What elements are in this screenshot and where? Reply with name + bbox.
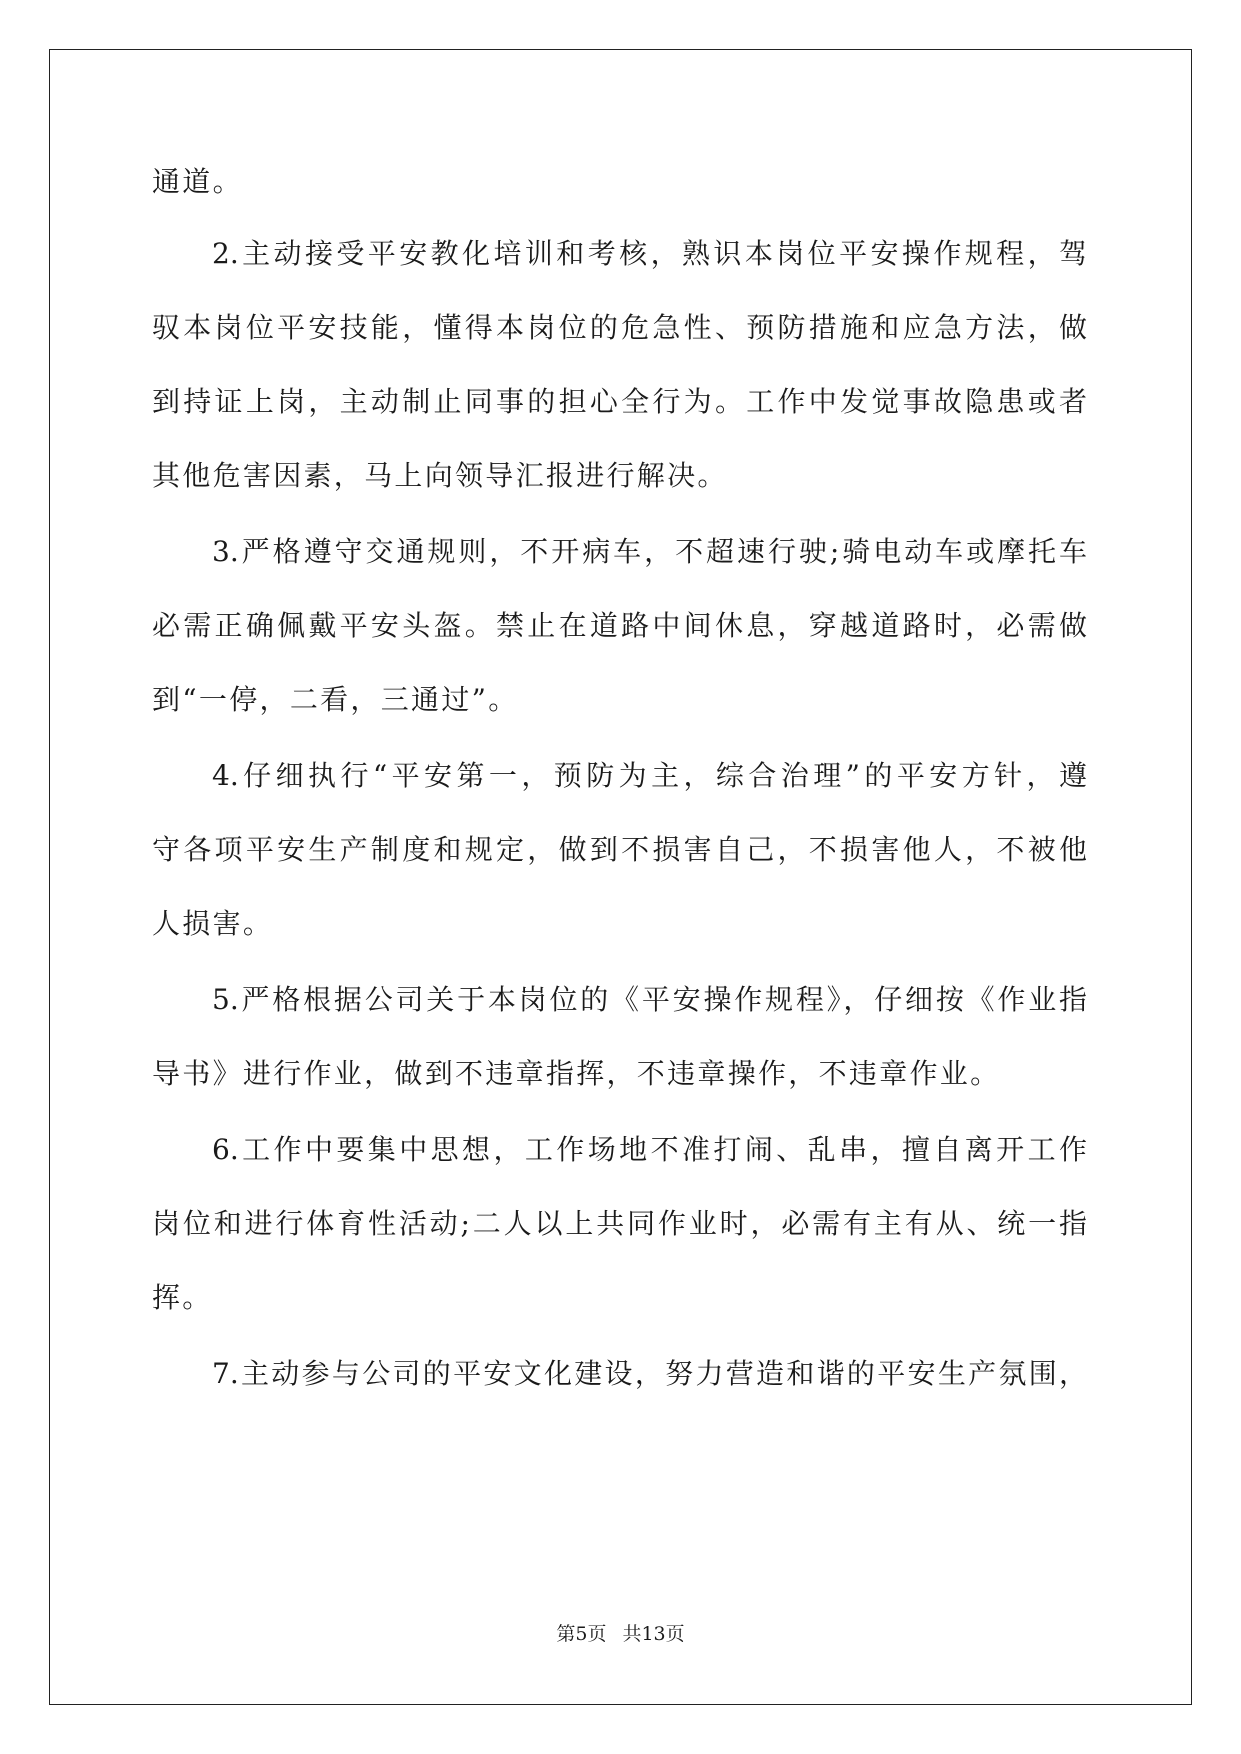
page-footer bbox=[0, 1622, 1241, 1646]
paragraph-6-line-1: 6.工作中要集中思想，工作场地不准打闹、乱串，擅自离开工作 bbox=[212, 1133, 1087, 1166]
paragraph-3-line-1: 3.严格遵守交通规则，不开病车，不超速行驶;骑电动车或摩托车 bbox=[212, 535, 1087, 568]
page-number: 第5页 bbox=[556, 1623, 607, 1645]
page-total: 共13页 bbox=[622, 1623, 685, 1645]
page-border bbox=[49, 49, 1192, 1705]
paragraph-2-line-1: 2.主动接受平安教化培训和考核，熟识本岗位平安操作规程，驾 bbox=[212, 237, 1087, 270]
paragraph-2-line-4: 其他危害因素，马上向领导汇报进行解决。 bbox=[152, 459, 728, 492]
paragraph-2-line-3: 到持证上岗，主动制止同事的担心全行为。工作中发觉事故隐患或者 bbox=[152, 385, 1087, 418]
paragraph-3-line-2: 必需正确佩戴平安头盔。禁止在道路中间休息，穿越道路时，必需做 bbox=[152, 609, 1087, 642]
paragraph-2-line-2: 驭本岗位平安技能，懂得本岗位的危急性、预防措施和应急方法，做 bbox=[152, 311, 1087, 344]
paragraph-4-line-2: 守各项平安生产制度和规定，做到不损害自己，不损害他人，不被他 bbox=[152, 833, 1087, 866]
paragraph-3-line-3: 到“一停，二看，三通过”。 bbox=[152, 683, 519, 716]
text-line: 通道。 bbox=[152, 165, 243, 198]
paragraph-5-line-1: 5.严格根据公司关于本岗位的《平安操作规程》，仔细按《作业指 bbox=[212, 983, 1087, 1016]
paragraph-5-line-2: 导书》进行作业，做到不违章指挥，不违章操作，不违章作业。 bbox=[152, 1057, 1001, 1090]
paragraph-4-line-1: 4.仔细执行“平安第一，预防为主，综合治理”的平安方针，遵 bbox=[212, 759, 1087, 792]
paragraph-4-line-3: 人损害。 bbox=[152, 907, 274, 940]
paragraph-6-line-3: 挥。 bbox=[152, 1281, 213, 1314]
paragraph-7-line-1: 7.主动参与公司的平安文化建设，努力营造和谐的平安生产氛围， bbox=[212, 1357, 1087, 1390]
paragraph-6-line-2: 岗位和进行体育性活动;二人以上共同作业时，必需有主有从、统一指 bbox=[152, 1207, 1087, 1240]
